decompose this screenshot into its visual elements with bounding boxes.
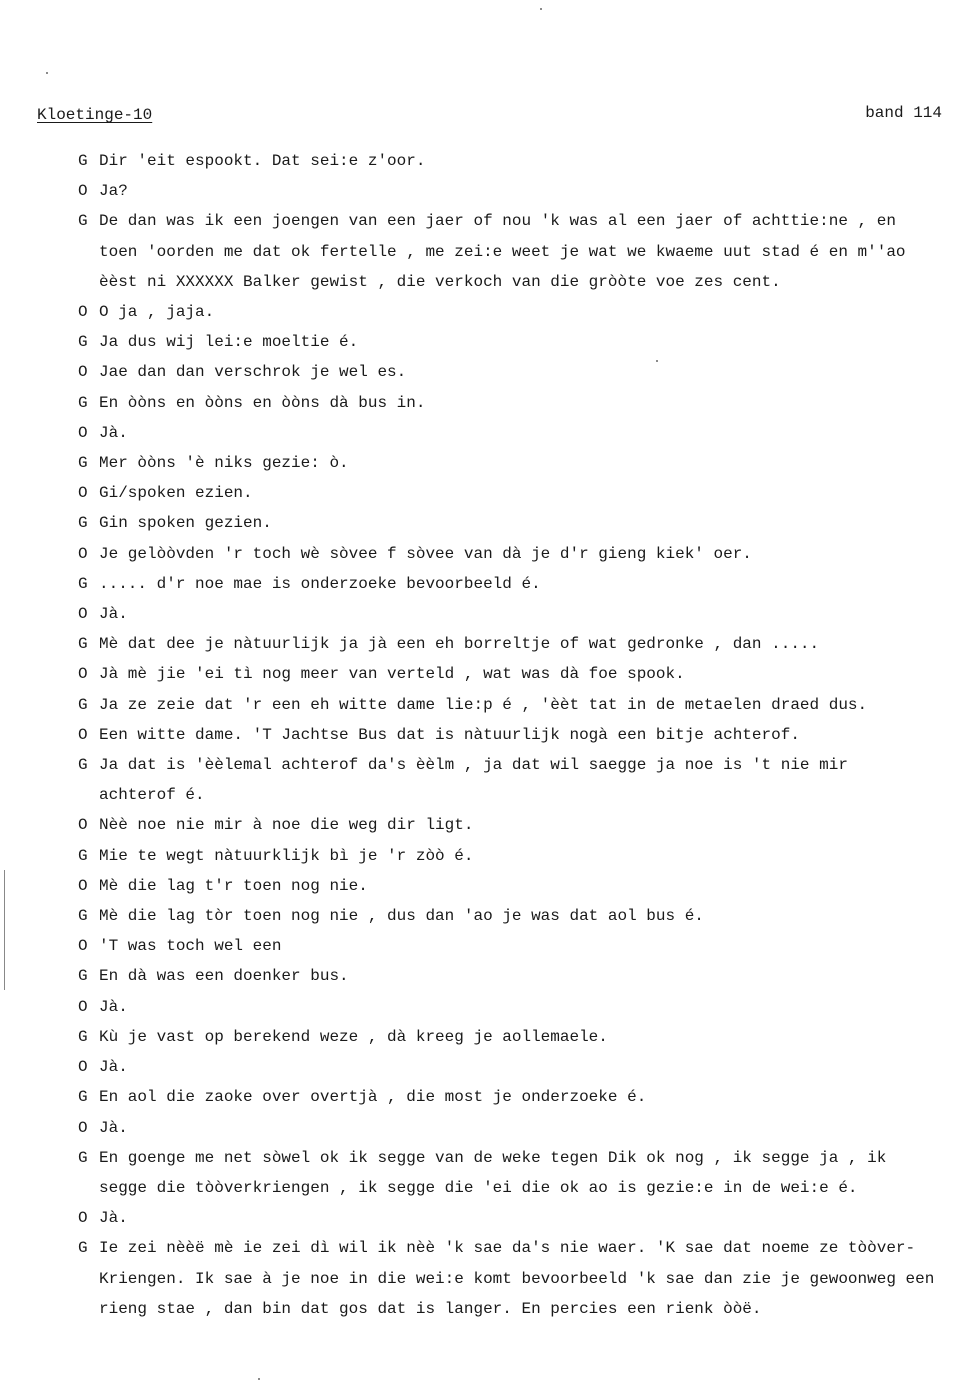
- transcript-line: [78, 961, 968, 991]
- scan-speck: [540, 8, 542, 10]
- transcript-line: [78, 357, 968, 387]
- transcript-line: [78, 297, 968, 327]
- transcript-line: [78, 146, 968, 176]
- utterance-text: Jà.: [99, 1209, 128, 1228]
- transcript-line: [78, 810, 968, 840]
- speaker-label: [78, 237, 99, 267]
- utterance-text: Gi/spoken ezien.: [99, 484, 253, 503]
- speaker-label: O: [78, 605, 88, 624]
- scan-speck: [258, 1378, 260, 1380]
- transcript-line: [78, 1143, 968, 1173]
- speaker-label: O: [78, 997, 88, 1016]
- utterance-text: Jà.: [99, 997, 128, 1016]
- utterance-text: Mè die lag tòr toen nog nie , dus dan 'ao je was dat aol bus é.: [99, 907, 704, 926]
- utterance-text: Mè die lag t'r toen nog nie.: [99, 876, 368, 895]
- transcript-line: [78, 629, 968, 659]
- transcript-line: [78, 1264, 968, 1294]
- utterance-text: Jà.: [99, 605, 128, 624]
- speaker-label: [78, 1294, 99, 1324]
- transcript-line: [78, 1233, 968, 1263]
- transcript-line: [78, 901, 968, 931]
- utterance-text: En dà was een doenker bus.: [99, 967, 349, 986]
- transcript-line: [78, 992, 968, 1022]
- speaker-label: O: [78, 1118, 88, 1137]
- transcript-line: [78, 690, 968, 720]
- utterance-text: segge die tòòverkriengen , ik segge die 'ei die ok ao is gezie:e in de wei:e é.: [99, 1178, 858, 1197]
- speaker-label: G: [78, 1148, 88, 1167]
- speaker-label: G: [78, 514, 88, 533]
- utterance-text: Nèè noe nie mir à noe die weg dir ligt.: [99, 816, 474, 835]
- transcript-line: [78, 1022, 968, 1052]
- utterance-text: De dan was ik een joengen van een jaer of nou 'k was al een jaer of achttie:ne , en: [99, 212, 896, 231]
- speaker-label: G: [78, 333, 88, 352]
- speaker-label: G: [78, 635, 88, 654]
- speaker-label: G: [78, 1239, 88, 1258]
- speaker-label: O: [78, 876, 88, 895]
- speaker-label: O: [78, 423, 88, 442]
- speaker-label: [78, 780, 99, 810]
- transcript-line: [78, 1113, 968, 1143]
- transcript-line: [78, 448, 968, 478]
- transcript-line: [78, 599, 968, 629]
- utterance-text: En aol die zaoke over overtjà , die most je onderzoeke é.: [99, 1088, 647, 1107]
- transcript-line: [78, 539, 968, 569]
- utterance-text: èèst ni XXXXXX Balker gewist , die verkoch van die gròòte voe zes cent.: [99, 272, 781, 291]
- transcript-line: [78, 478, 968, 508]
- transcript-line: [78, 267, 968, 297]
- speaker-label: [78, 267, 99, 297]
- utterance-text: Ja ze zeie dat 'r een eh witte dame lie:p é , 'èèt tat in de metaelen draed dus.: [99, 695, 868, 714]
- transcript-line: [78, 237, 968, 267]
- speaker-label: O: [78, 816, 88, 835]
- tape-number: band 114: [865, 104, 942, 122]
- utterance-text: En goenge me net sòwel ok ik segge van de weke tegen Dik ok nog , ik segge ja , ik: [99, 1148, 887, 1167]
- transcript-line: [78, 327, 968, 357]
- speaker-label: G: [78, 454, 88, 473]
- transcript-line: [78, 841, 968, 871]
- utterance-text: O ja , jaja.: [99, 303, 215, 322]
- speaker-label: G: [78, 574, 88, 593]
- utterance-text: Mè dat dee je nàtuurlijk ja jà een eh borreltje of wat gedronke , dan .....: [99, 635, 820, 654]
- margin-line: [4, 870, 5, 990]
- transcript-line: [78, 176, 968, 206]
- utterance-text: Mer òòns 'è niks gezie: ò.: [99, 454, 349, 473]
- transcript-line: [78, 1294, 968, 1324]
- utterance-text: Ja dat is 'èèlemal achterof da's èèlm , ja dat wil saegge ja noe is 't nie mir: [99, 756, 848, 775]
- speaker-label: O: [78, 1209, 88, 1228]
- transcript-line: [78, 1173, 968, 1203]
- transcript-line: [78, 508, 968, 538]
- utterance-text: Jà.: [99, 423, 128, 442]
- utterance-text: Ie zei nèèë mè ie zei dì wil ik nèè 'k sae da's nie waer. 'K sae dat noeme ze tòòver-: [99, 1239, 916, 1258]
- transcript-line: [78, 1203, 968, 1233]
- transcript-line: [78, 659, 968, 689]
- transcript-line: [78, 750, 968, 780]
- speaker-label: G: [78, 152, 88, 170]
- utterance-text: Dir 'eit espookt. Dat sei:e z'oor.: [99, 152, 426, 170]
- speaker-label: O: [78, 937, 88, 956]
- utterance-text: achterof é.: [99, 786, 205, 805]
- utterance-text: Jae dan dan verschrok je wel es.: [99, 363, 407, 382]
- utterance-text: Ja dus wij lei:e moeltie é.: [99, 333, 359, 352]
- speaker-label: G: [78, 393, 88, 412]
- transcript-line: [78, 569, 968, 599]
- utterance-text: Jà.: [99, 1058, 128, 1077]
- transcript-body: [78, 146, 968, 1324]
- utterance-text: Kriengen. Ik sae à je noe in die wei:e komt bevoorbeeld 'k sae dan zie je gewoonweg een: [99, 1269, 935, 1288]
- speaker-label: G: [78, 212, 88, 231]
- speaker-label: G: [78, 1088, 88, 1107]
- speaker-label: O: [78, 1058, 88, 1077]
- transcript-line: [78, 418, 968, 448]
- speaker-label: [78, 1173, 99, 1203]
- utterance-text: Gin spoken gezien.: [99, 514, 272, 533]
- speaker-label: O: [78, 544, 88, 563]
- speaker-label: G: [78, 907, 88, 926]
- scan-speck: [656, 360, 658, 362]
- utterance-text: Een witte dame. 'T Jachtse Bus dat is nàtuurlijk nogà een bitje achterof.: [99, 725, 800, 744]
- utterance-text: Ja?: [99, 182, 128, 201]
- speaker-label: O: [78, 303, 88, 322]
- speaker-label: O: [78, 484, 88, 503]
- speaker-label: G: [78, 695, 88, 714]
- utterance-text: 'T was toch wel een: [99, 937, 282, 956]
- utterance-text: toen 'oorden me dat ok fertelle , me zei:e weet je wat we kwaeme uut stad é en m''ao: [99, 242, 906, 261]
- transcript-line: [78, 206, 968, 236]
- transcript-line: [78, 388, 968, 418]
- speaker-label: O: [78, 182, 88, 201]
- utterance-text: En òòns en òòns en òòns dà bus in.: [99, 393, 426, 412]
- transcript-line: [78, 720, 968, 750]
- speaker-label: O: [78, 725, 88, 744]
- document-id: Kloetinge-10: [37, 106, 153, 124]
- scan-speck: [46, 72, 48, 74]
- utterance-text: Jà.: [99, 1118, 128, 1137]
- utterance-text: Kù je vast op berekend weze , dà kreeg je aollemaele.: [99, 1027, 608, 1046]
- speaker-label: O: [78, 665, 88, 684]
- utterance-text: Jà mè jie 'ei tì nog meer van verteld , wat was dà foe spook.: [99, 665, 685, 684]
- utterance-text: rieng stae , dan bin dat gos dat is langer. En percies een rienk òòë.: [99, 1299, 762, 1318]
- speaker-label: G: [78, 1027, 88, 1046]
- utterance-text: ..... d'r noe mae is onderzoeke bevoorbeeld é.: [99, 574, 541, 593]
- transcript-line: [78, 931, 968, 961]
- utterance-text: Mie te wegt nàtuurklijk bì je 'r zòò é.: [99, 846, 474, 865]
- transcript-line: [78, 871, 968, 901]
- speaker-label: G: [78, 846, 88, 865]
- speaker-label: G: [78, 756, 88, 775]
- speaker-label: G: [78, 967, 88, 986]
- transcript-line: [78, 780, 968, 810]
- speaker-label: O: [78, 363, 88, 382]
- transcript-line: [78, 1082, 968, 1112]
- speaker-label: [78, 1264, 99, 1294]
- utterance-text: Je gelòòvden 'r toch wè sòvee f sòvee van dà je d'r gieng kiek' oer.: [99, 544, 752, 563]
- transcript-line: [78, 1052, 968, 1082]
